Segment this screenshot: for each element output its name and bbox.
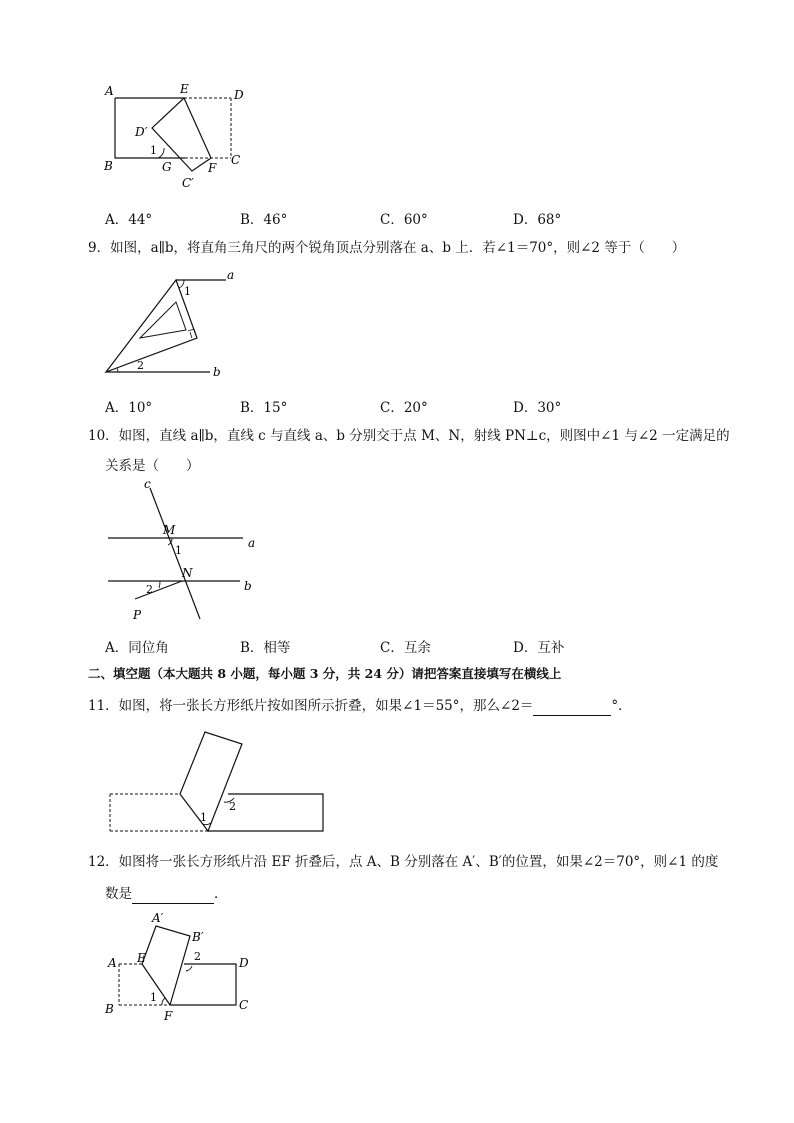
q10-figure	[100, 476, 270, 626]
q11-label-1: 1	[200, 811, 207, 824]
q12-label-E: E	[137, 951, 146, 965]
q9-label-a: a	[227, 268, 235, 282]
q9-label-2: 2	[137, 359, 144, 372]
q9-option-a[interactable]: A．10°	[105, 400, 153, 416]
q9-option-b[interactable]: B．15°	[240, 400, 288, 416]
q8-option-c[interactable]: C．60°	[380, 212, 428, 228]
q10-label-2: 2	[146, 583, 153, 596]
q12-text-after: ．	[214, 886, 228, 902]
q10-label-1: 1	[175, 544, 182, 557]
q10-option-d[interactable]: D．互补	[513, 640, 565, 656]
q10-label-N: N	[182, 566, 193, 580]
q10-option-b[interactable]: B．相等	[240, 640, 291, 656]
q12-label-2: 2	[194, 950, 201, 963]
q11-text-before: 11．如图，将一张长方形纸片按如图所示折叠，如果∠1＝55°，那么∠2＝	[88, 698, 534, 714]
q12-label-B: B	[105, 1002, 114, 1016]
q9-figure	[100, 268, 235, 380]
q11-figure	[100, 726, 330, 838]
q10-question-line1: 10．如图，直线 a∥b，直线 c 与直线 a、b 分别交于点 M、N，射线 PN⊥c，则图中∠1 与∠2 一定满足的	[88, 428, 730, 444]
q9-option-d[interactable]: D．30°	[513, 400, 562, 416]
q11-question	[88, 696, 632, 716]
q10-label-M: M	[163, 523, 176, 537]
q10-label-a: a	[248, 536, 256, 550]
q11-label-2: 2	[229, 800, 236, 813]
q9-option-c[interactable]: C．20°	[380, 400, 428, 416]
q8-label-G: G	[162, 160, 172, 174]
q12-label-D: D	[239, 956, 249, 970]
q8-label-E: E	[180, 82, 189, 96]
q10-option-c[interactable]: C．互余	[380, 640, 431, 656]
q10-label-b: b	[244, 579, 252, 593]
q8-option-d[interactable]: D．68°	[513, 212, 562, 228]
q8-option-a[interactable]: A．44°	[105, 212, 153, 228]
q12-answer-blank[interactable]	[132, 889, 214, 904]
q12-label-F: F	[164, 1009, 173, 1023]
q9-label-1: 1	[184, 285, 191, 298]
q12-label-A: A	[108, 956, 117, 970]
q8-label-1: 1	[150, 144, 157, 157]
q8-label-F: F	[208, 161, 217, 175]
q8-label-D: D	[234, 88, 244, 102]
section2-heading: 二、填空题（本大题共 8 小题，每小题 3 分，共 24 分）请把答案直接填写在横线上	[88, 666, 562, 681]
q12-label-1: 1	[150, 991, 157, 1004]
q8-label-C: C	[231, 153, 241, 167]
q8-option-b[interactable]: B．46°	[240, 212, 288, 228]
q12-figure	[100, 910, 260, 1026]
q8-label-A: A	[105, 84, 114, 98]
q12-label-Aprime: A′	[152, 911, 164, 925]
q10-option-a[interactable]: A．同位角	[105, 640, 169, 656]
q12-question-line2	[105, 884, 228, 904]
q11-text-after: °．	[611, 698, 632, 714]
q11-answer-blank[interactable]	[533, 701, 611, 716]
q8-label-Dprime: D′	[135, 125, 148, 139]
q12-question-line1: 12．如图将一张长方形纸片沿 EF 折叠后，点 A、B 分别落在 A′、B′的位置，如果∠2＝70°，则∠1 的度	[88, 854, 719, 870]
q9-label-b: b	[213, 365, 221, 379]
q10-label-c: c	[144, 477, 151, 491]
q12-label-Bprime: B′	[192, 930, 204, 944]
q9-question: 9．如图，a∥b，将直角三角尺的两个锐角顶点分别落在 a、b 上．若∠1＝70°，则∠2 等于（ ）	[88, 240, 686, 256]
q8-figure	[100, 82, 260, 194]
q8-label-Cprime: C′	[182, 176, 194, 190]
q10-question-line2: 关系是（ ）	[105, 458, 200, 474]
q10-label-P: P	[133, 608, 142, 622]
q12-label-C: C	[239, 998, 249, 1012]
q12-text-before: 数是	[105, 886, 132, 902]
q8-label-B: B	[104, 159, 113, 173]
